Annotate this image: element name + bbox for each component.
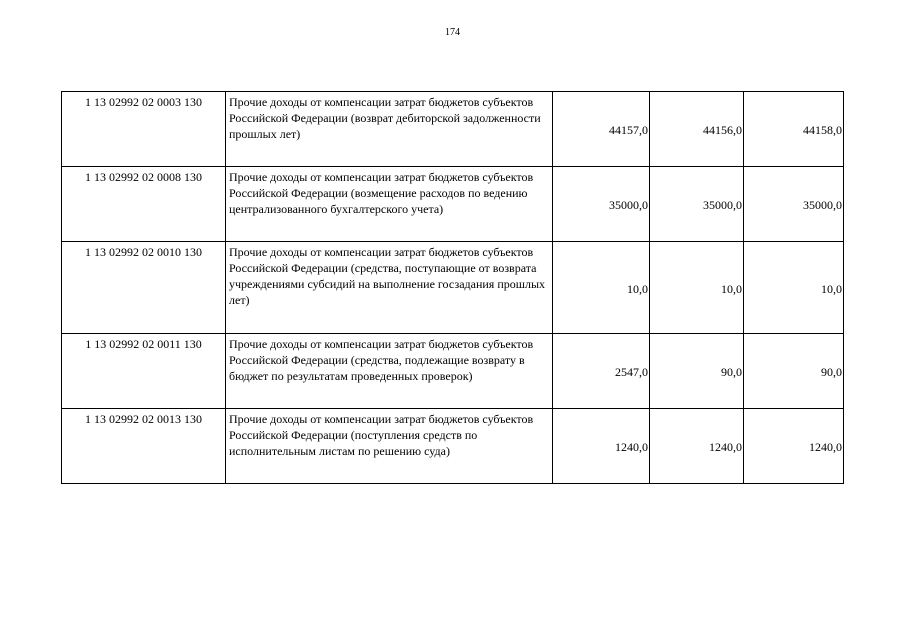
amount-year1-cell: 44157,0 [553,92,650,167]
amount-year1-cell: 35000,0 [553,167,650,242]
revenue-name-cell: Прочие доходы от компенсации затрат бюджетов субъектов Российской Федерации (поступления средств по исполнительным листам по решению суда) [226,409,553,484]
table-row [62,242,844,334]
amount-year3-cell: 90,0 [744,334,844,409]
budget-code-cell: 1 13 02992 02 0010 130 [62,242,226,334]
amount-year3-cell: 10,0 [744,242,844,334]
budget-code-cell: 1 13 02992 02 0013 130 [62,409,226,484]
revenue-name-cell: Прочие доходы от компенсации затрат бюджетов субъектов Российской Федерации (средства, подлежащие возврату в бюджет по результатам проведенных проверок) [226,334,553,409]
revenue-name-cell: Прочие доходы от компенсации затрат бюджетов субъектов Российской Федерации (средства, поступающие от возврата учреждениями субсидий на выполнение госзадания прошлых лет) [226,242,553,334]
amount-year2-cell: 90,0 [650,334,744,409]
amount-year1-cell: 2547,0 [553,334,650,409]
table-row [62,92,844,167]
amount-year2-cell: 44156,0 [650,92,744,167]
amount-year1-cell: 1240,0 [553,409,650,484]
amount-year2-cell: 10,0 [650,242,744,334]
amount-year3-cell: 44158,0 [744,92,844,167]
table-row [62,167,844,242]
revenue-name-cell: Прочие доходы от компенсации затрат бюджетов субъектов Российской Федерации (возмещение расходов по ведению централизованного бухгалтерского учета) [226,167,553,242]
revenue-name-cell: Прочие доходы от компенсации затрат бюджетов субъектов Российской Федерации (возврат дебиторской задолженности прошлых лет) [226,92,553,167]
budget-code-cell: 1 13 02992 02 0003 130 [62,92,226,167]
amount-year2-cell: 1240,0 [650,409,744,484]
amount-year1-cell: 10,0 [553,242,650,334]
table-row [62,334,844,409]
budget-code-cell: 1 13 02992 02 0011 130 [62,334,226,409]
table-row [62,409,844,484]
amount-year3-cell: 1240,0 [744,409,844,484]
amount-year3-cell: 35000,0 [744,167,844,242]
budget-code-cell: 1 13 02992 02 0008 130 [62,167,226,242]
page-number: 174 [445,27,460,38]
revenue-table [61,91,844,484]
amount-year2-cell: 35000,0 [650,167,744,242]
